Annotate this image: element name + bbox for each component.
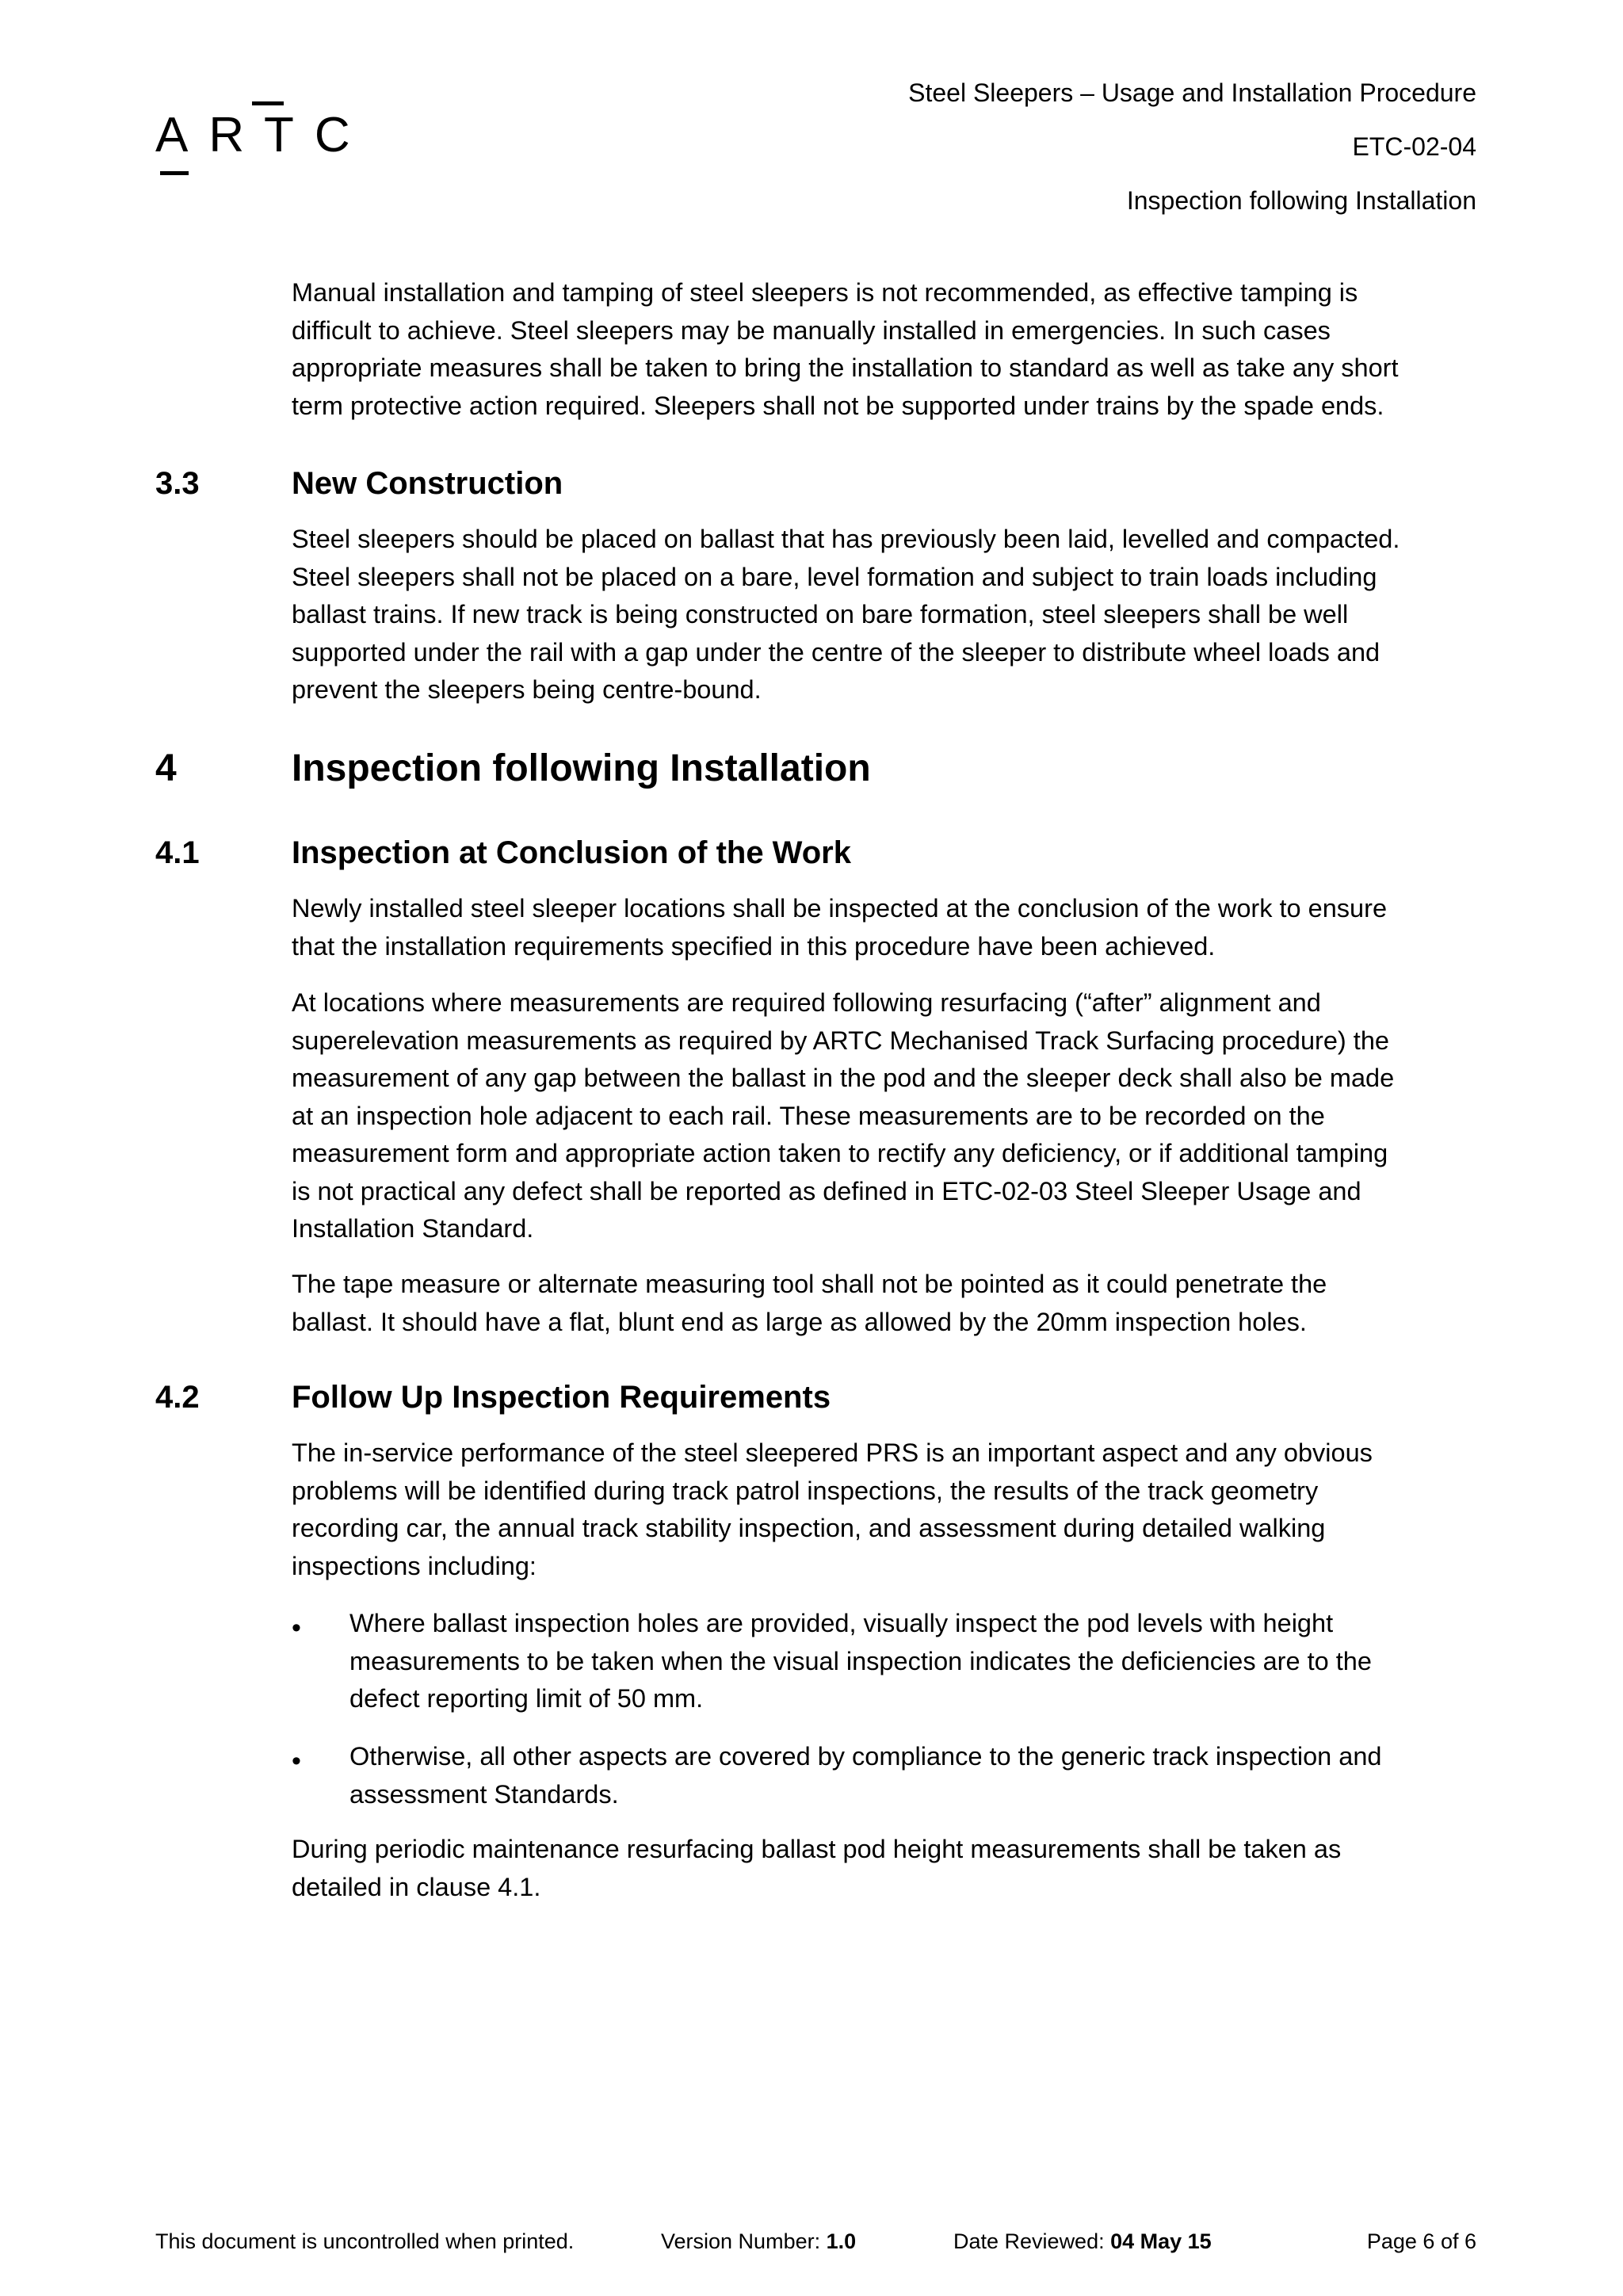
text-line: appropriate measures shall be taken to bring the installation to standard as well as take any short [292, 353, 1399, 382]
text-line: Steel sleepers should be placed on ballast that has previously been laid, levelled and compacted. [292, 525, 1400, 553]
section-4-2-number: 4.2 [155, 1380, 200, 1415]
text-line: inspections including: [292, 1551, 537, 1580]
section-4-1-paragraph-2 [292, 984, 1480, 1248]
text-line: measurement of any gap between the ballast in the pod and the sleeper deck shall also be made [292, 1064, 1395, 1092]
section-3-3-number: 3.3 [155, 466, 200, 501]
bullet-item-2 [349, 1738, 1475, 1813]
intro-paragraph [292, 274, 1480, 425]
footer-page-number: Page 6 of 6 [1366, 2229, 1476, 2253]
footer-version-value: 1.0 [826, 2229, 857, 2253]
text-line: supported under the rail with a gap under the centre of the sleeper to distribute wheel loads and [292, 637, 1381, 667]
section-4-1-paragraph-1 [292, 890, 1480, 965]
text-line: ballast. It should have a flat, blunt end as large as allowed by the 20mm inspection holes. [292, 1307, 1307, 1336]
text-line: prevent the sleepers being centre-bound. [292, 675, 762, 704]
logo-bar-bottom [160, 171, 189, 175]
text-line: Where ballast inspection holes are provided, visually inspect the pod levels with height [349, 1609, 1334, 1637]
text-line: is not practical any defect shall be reported as defined in ETC-02-03 Steel Sleeper Usage and [292, 1176, 1361, 1205]
section-4-1-paragraph-3 [292, 1266, 1480, 1341]
footer-version-label: Version Number: [661, 2229, 827, 2253]
text-line: ballast trains. If new track is being constructed on bare formation, steel sleepers shall be well [292, 600, 1349, 628]
header-doc-title: Steel Sleepers – Usage and Installation Procedure [908, 78, 1476, 107]
text-line: superelevation measurements as required by ARTC Mechanised Track Surfacing procedure) the [292, 1026, 1389, 1055]
footer-date-reviewed [953, 2231, 1212, 2252]
text-line: detailed in clause 4.1. [292, 1872, 541, 1901]
text-line: assessment Standards. [349, 1779, 619, 1809]
section-4-title: Inspection following Installation [292, 747, 871, 789]
text-line: that the installation requirements specified in this procedure have been achieved. [292, 931, 1216, 961]
footer-version [661, 2231, 856, 2252]
text-line: measurement form and appropriate action taken to rectify any deficiency, or if additional tamping [292, 1139, 1388, 1167]
section-3-3-paragraph [292, 521, 1480, 709]
bullet-item-1 [349, 1605, 1475, 1718]
text-line: During periodic maintenance resurfacing ballast pod height measurements shall be taken as [292, 1835, 1342, 1863]
header-section-title: Inspection following Installation [1126, 186, 1476, 215]
text-line: term protective action required. Sleepers shall not be supported under trains by the spade ends. [292, 391, 1384, 420]
text-line: defect reporting limit of 50 mm. [349, 1684, 704, 1713]
footer-date-label: Date Reviewed: [953, 2229, 1111, 2253]
section-4-2-title: Follow Up Inspection Requirements [292, 1380, 831, 1415]
text-line: recording car, the annual track stability inspection, and assessment during detailed walking [292, 1514, 1326, 1542]
logo-bar-top [252, 101, 284, 105]
text-line: Steel sleepers shall not be placed on a bare, level formation and subject to train loads including [292, 562, 1377, 591]
section-4-2-paragraph-2 [292, 1831, 1480, 1906]
logo-text: ARTC [155, 108, 371, 162]
artc-logo [155, 101, 371, 181]
section-4-2-paragraph-1 [292, 1435, 1480, 1585]
text-line: The tape measure or alternate measuring tool shall not be pointed as it could penetrate the [292, 1270, 1327, 1298]
text-line: Otherwise, all other aspects are covered by compliance to the generic track inspection and [349, 1742, 1382, 1771]
text-line: The in-service performance of the steel sleepered PRS is an important aspect and any obvious [292, 1438, 1373, 1467]
text-line: measurements to be taken when the visual inspection indicates the deficiencies are to the [349, 1646, 1372, 1675]
bullet-marker: • [292, 1746, 301, 1776]
section-4-number: 4 [155, 747, 177, 789]
text-line: difficult to achieve. Steel sleepers may be manually installed in emergencies. In such cases [292, 315, 1331, 345]
section-3-3-title: New Construction [292, 466, 563, 501]
header-doc-number: ETC-02-04 [1352, 132, 1476, 161]
text-line: problems will be identified during track patrol inspections, the results of the track geometry [292, 1476, 1319, 1505]
text-line: Newly installed steel sleeper locations shall be inspected at the conclusion of the work to ensure [292, 894, 1388, 923]
section-4-1-title: Inspection at Conclusion of the Work [292, 835, 851, 870]
section-4-1-number: 4.1 [155, 835, 200, 870]
text-line: At locations where measurements are required following resurfacing (“after” alignment and [292, 988, 1321, 1017]
text-line: Installation Standard. [292, 1214, 534, 1243]
footer-uncontrolled-notice: This document is uncontrolled when printed. [155, 2229, 575, 2253]
text-line: Manual installation and tamping of steel sleepers is not recommended, as effective tamping is [292, 278, 1358, 307]
text-line: at an inspection hole adjacent to each rail. These measurements are to be recorded on the [292, 1101, 1325, 1130]
bullet-marker: • [292, 1613, 301, 1643]
footer-date-value: 04 May 15 [1110, 2229, 1212, 2253]
